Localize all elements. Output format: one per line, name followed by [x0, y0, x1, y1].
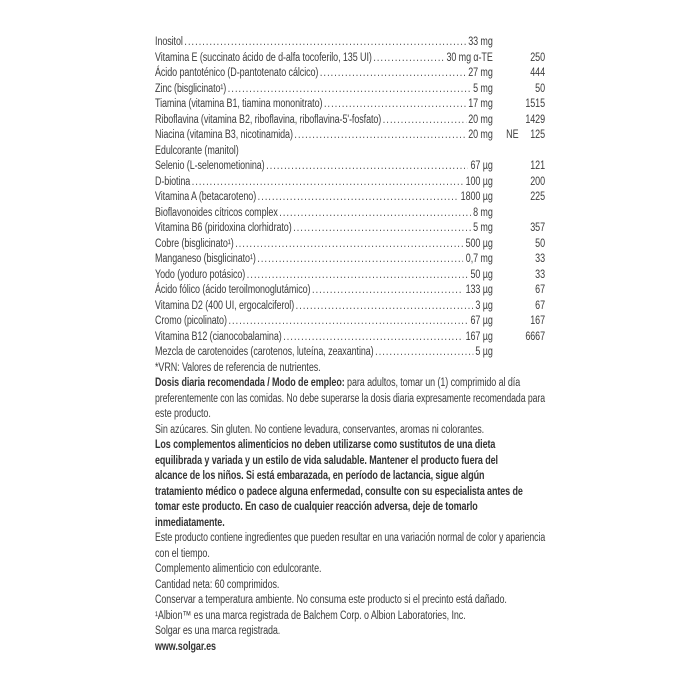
vrn-value: 250: [530, 51, 545, 64]
warning-line: [155, 469, 545, 485]
ingredient-name: Selenio (L-selenometionina): [155, 160, 265, 172]
dot-leader: [375, 345, 473, 361]
text-segment: con el tiempo.: [155, 547, 210, 560]
ingredient-amount: 5 mg: [473, 82, 493, 95]
variation-note-line: [155, 531, 546, 547]
dot-leader: [257, 252, 463, 268]
dot-leader: [266, 159, 468, 175]
dot-leader: [258, 190, 459, 206]
vrn-value: 225: [530, 191, 545, 203]
ingredient-amount: 100 µg: [465, 175, 493, 188]
vrn-value: 357: [530, 222, 545, 234]
ingredient-row: [155, 283, 545, 299]
ingredient-amount: 17 mg: [468, 98, 493, 110]
ingredient-row: [155, 268, 545, 284]
vrn-value: 33: [535, 268, 545, 281]
ingredient-row: [155, 159, 545, 175]
text-segment: Conservar a temperatura ambiente. No consuma este producto si el precinto está dañado.: [155, 594, 507, 606]
vrn-value: 1515: [525, 98, 545, 110]
vrn-value: 50: [535, 82, 545, 95]
vrn-value: 121: [530, 160, 545, 172]
ingredient-table: [155, 35, 545, 361]
ingredient-name: Riboflavina (vitamina B2, riboflavina, riboflavina-5'-fosfato): [155, 113, 382, 126]
vrn-value: 167: [530, 315, 545, 327]
label-paragraphs: [155, 376, 545, 655]
text-segment: tomar este producto. En caso de cualquier reacción adversa, deje de tomarlo: [155, 501, 478, 513]
ingredient-name: Zinc (bisglicinato¹): [155, 82, 227, 95]
supplement-label: [155, 35, 545, 655]
ingredient-name: D-biotina: [155, 175, 191, 188]
website-url: [155, 640, 545, 656]
ingredient-amount: 0,7 mg: [465, 253, 493, 265]
allergen-line: [155, 423, 545, 439]
warning-line: [155, 485, 545, 501]
ingredient-name: Yodo (yoduro potásico): [155, 268, 246, 281]
vrn-footnote: *VRN: Valores de referencia de nutrientes.: [155, 361, 321, 374]
vrn-value: 6667: [525, 330, 545, 343]
warning-line: [155, 454, 545, 470]
text-segment: Solgar es una marca registrada.: [155, 625, 281, 637]
dot-leader: [296, 299, 473, 315]
dot-leader: [293, 221, 471, 237]
ingredient-name: Manganeso (bisglicinato¹): [155, 253, 256, 265]
ingredient-row: [155, 190, 545, 206]
vrn-value: 444: [530, 67, 545, 79]
ingredient-amount: 8 mg: [473, 206, 493, 219]
ingredient-row: [155, 175, 545, 191]
text-segment: Complemento alimenticio con edulcorante.: [155, 563, 322, 575]
ingredient-amount: 133 µg: [465, 284, 493, 296]
ingredient-row: [155, 252, 545, 268]
storage-line: [155, 593, 545, 609]
text-segment: www.solgar.es: [155, 640, 216, 653]
ingredient-row: [155, 206, 545, 222]
dot-leader: [247, 268, 468, 284]
text-segment: equilibrada y variada y un estilo de vida saludable. Mantener el producto fuera del: [155, 454, 498, 467]
product-type-line: [155, 562, 545, 578]
warning-line: [155, 438, 545, 454]
trademark-line: [155, 609, 545, 625]
vrn-value: 67: [535, 284, 545, 296]
ingredient-amount: 167 µg: [465, 330, 493, 343]
ingredient-name: Vitamina B6 (piridoxina clorhidrato): [155, 222, 292, 234]
ingredient-amount: 67 µg: [470, 315, 493, 327]
dot-leader: [228, 314, 468, 330]
dot-leader: [383, 113, 466, 129]
dot-leader: [294, 128, 465, 144]
vrn-value: 67: [535, 299, 545, 312]
ingredient-row: [155, 51, 545, 67]
ingredient-row: [155, 221, 545, 237]
text-segment: Este producto contiene ingredientes que pueden resultar en una variación normal de color y apariencia: [155, 532, 546, 544]
ingredient-name: Inositol: [155, 36, 183, 48]
ingredient-name: Vitamina A (betacaroteno): [155, 191, 257, 203]
dot-leader: [235, 237, 463, 253]
ingredient-row: [155, 113, 545, 129]
dot-leader: [279, 206, 470, 222]
ingredient-name: Niacina (vitamina B3, nicotinamida): [155, 129, 293, 141]
ingredient-amount: 67 µg: [470, 160, 493, 172]
vrn-value: 33: [535, 253, 545, 265]
dot-leader: [373, 51, 444, 67]
ingredient-name: Edulcorante (manitol): [155, 144, 239, 157]
ingredient-amount: 20 mg: [468, 129, 493, 141]
text-segment: este producto.: [155, 408, 211, 420]
text-segment: ¹Albion™ es una marca registrada de Balchem Corp. o Albion Laboratories, Inc.: [155, 609, 466, 622]
dot-leader: [192, 175, 463, 191]
ingredient-amount: 20 mg: [468, 113, 493, 126]
ne-unit: NE: [506, 129, 519, 141]
vrn-value: 1429: [525, 113, 545, 126]
ingredient-amount: 30 mg α-TE: [446, 51, 493, 64]
text-segment: para adultos, tomar un (1) comprimido al día: [344, 377, 521, 389]
dosage-line: [155, 392, 545, 408]
vrn-value: 50: [535, 237, 545, 250]
dot-leader: [228, 82, 471, 98]
dot-leader: [312, 283, 463, 299]
ingredient-row: [155, 330, 545, 346]
ingredient-row: [155, 237, 545, 253]
ingredient-amount: 500 µg: [465, 237, 493, 250]
ingredient-row: [155, 128, 545, 144]
dot-leader: [324, 97, 466, 113]
ingredient-name: Cobre (bisglicinato¹): [155, 237, 234, 250]
variation-note-line: [155, 547, 545, 563]
dosage-line: [155, 376, 545, 392]
vrn-value: 125: [530, 129, 545, 141]
dosage-line: [155, 407, 545, 423]
text-segment: tratamiento médico o padece alguna enfermedad, consulte con su especialista antes de: [155, 485, 523, 498]
ingredient-row: [155, 299, 545, 315]
ingredient-name: Vitamina D2 (400 UI, ergocalciferol): [155, 299, 295, 312]
text-segment: preferentemente con las comidas. No debe superarse la dosis diaria expresamente recomendada para: [155, 392, 545, 405]
ingredient-row: [155, 314, 545, 330]
ingredient-amount: 3 µg: [475, 299, 493, 312]
ingredient-name: Cromo (picolinato): [155, 315, 227, 327]
trademark-line: [155, 624, 545, 640]
ingredient-name: Mezcla de carotenoides (carotenos, luteína, zeaxantina): [155, 346, 374, 358]
text-segment: inmediatamente.: [155, 516, 225, 529]
ingredient-name: Ácido pantoténico (D-pantotenato cálcico): [155, 67, 319, 79]
warning-line: [155, 500, 545, 516]
ingredient-name: Tiamina (vitamina B1, tiamina mononitrato): [155, 98, 323, 110]
dot-leader: [283, 330, 463, 346]
ingredient-amount: 5 mg: [473, 222, 493, 234]
text-segment: Sin azúcares. Sin gluten. No contiene levadura, conservantes, aromas ni colorantes.: [155, 423, 485, 436]
warning-line: [155, 516, 545, 532]
ingredient-amount: 5 µg: [475, 346, 493, 358]
ingredient-name: Vitamina E (succinato ácido de d-alfa tocoferilo, 135 UI): [155, 51, 372, 64]
ingredient-name: Bioflavonoides cítricos complex: [155, 206, 278, 219]
dot-leader: [320, 66, 466, 82]
vrn-value: 200: [530, 175, 545, 188]
ingredient-row: [155, 82, 545, 98]
ingredient-amount: 50 µg: [470, 268, 493, 281]
text-segment: Los complementos alimenticios no deben utilizarse como sustitutos de una dieta: [155, 439, 496, 451]
ingredient-row: [155, 144, 545, 160]
ingredient-amount: 1800 µg: [460, 191, 493, 203]
text-segment: Dosis diaria recomendada / Modo de empleo:: [155, 377, 345, 389]
ingredient-row: [155, 66, 545, 82]
ingredient-name: Ácido fólico (ácido teroilmonoglutámico): [155, 284, 311, 296]
ingredient-row: [155, 97, 545, 113]
text-segment: Cantidad neta: 60 comprimidos.: [155, 578, 280, 591]
dot-leader: [184, 35, 465, 51]
ingredient-amount: 27 mg: [468, 67, 493, 79]
net-quantity-line: [155, 578, 545, 594]
text-segment: alcance de los niños. Si está embarazada, en período de lactancia, sigue algún: [155, 470, 485, 482]
ingredient-name: Vitamina B12 (cianocobalamina): [155, 330, 282, 343]
ingredient-amount: 33 mg: [468, 36, 493, 48]
ingredient-row: [155, 345, 545, 361]
ingredient-row: [155, 35, 545, 51]
